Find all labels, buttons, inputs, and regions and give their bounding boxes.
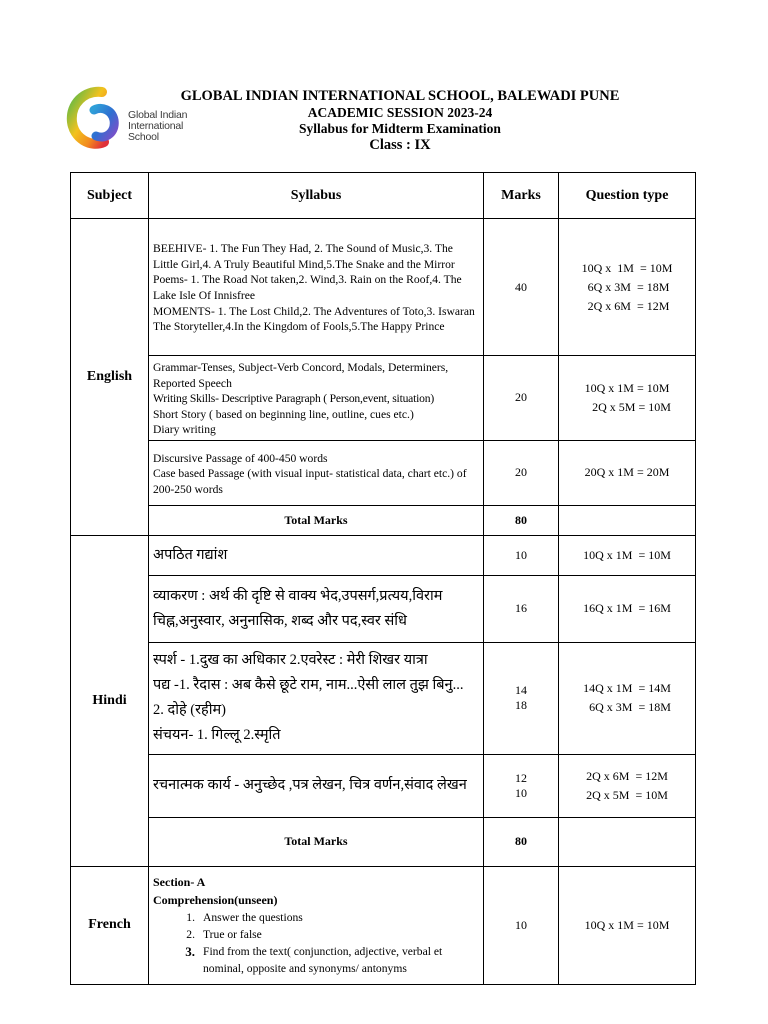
total-marks-value: 80 [484,505,559,535]
list-text: True or false [203,928,262,942]
total-marks-value: 80 [484,817,559,866]
question-type-line: 6Q x 3M = 18M [584,279,670,294]
syllabus-line: BEEHIVE- 1. The Fun They Had, 2. The Sound of Music,3. The Little Girl,4. A Truly Beautiful Mind,5.The Snake and the Mirror [153,242,455,271]
question-type-cell [559,575,696,642]
academic-session: ACADEMIC SESSION 2023-24 [307,105,493,120]
subject-french: French [71,866,149,984]
school-name: GLOBAL INDIAN INTERNATIONAL SCHOOL, BALEWADI PUNE [180,88,620,104]
table-row [71,219,696,356]
marks-cell: 10 [484,866,559,984]
empty-cell [559,817,696,866]
question-type-line: 2Q x 6M = 12M [586,768,668,783]
table-row [71,535,696,575]
table-row [71,356,696,441]
syllabus-line: व्याकरण : अर्थ की दृष्टि से वाक्य भेद,उपसर्ग,प्रत्यय,विराम चिह्न,अनुस्वार, अनुनासिक, शब्द और पद,स्वर संधि [153,587,443,629]
syllabus-line: रचनात्मक कार्य - अनुच्छेद ,पत्र लेखन, चित्र वर्णन,संवाद लेखन [153,777,467,794]
question-type-cell [559,535,696,575]
marks-cell [484,754,559,817]
question-type-line: 20Q x 1M = 20M [584,465,670,480]
table-row [71,575,696,642]
total-marks-label: Total Marks [149,505,484,535]
list-number: 1. [186,911,195,925]
list-item [153,909,479,926]
marks-cell: 40 [484,219,559,356]
document-header [150,88,650,154]
syllabus-cell [149,356,484,441]
question-type-line: 2Q x 5M = 10M [583,399,671,414]
subject-english: English [71,219,149,536]
logo-swirl-icon [66,86,128,152]
question-type-cell [559,356,696,441]
syllabus-line: Case based Passage (with visual input- statistical data, chart etc.) of 200-250 words [153,467,467,496]
marks-line: 14 [515,683,527,698]
question-type-line: 2Q x 5M = 10M [586,787,668,802]
comprehension-heading: Comprehension(unseen) [153,893,278,908]
empty-cell [559,505,696,535]
table-header-row [71,173,696,219]
syllabus-line: Writing Skills- Descriptive Paragraph ( Person,event, situation) [153,392,435,406]
question-type-cell [559,642,696,754]
question-type-line: 6Q x 3M = 18M [583,700,671,715]
logo-line-3: School [128,131,159,143]
syllabus-title: Syllabus for Midterm Examination [299,121,501,136]
question-type-line: 14Q x 1M = 14M [583,681,671,696]
question-type-line: 10Q x 1M = 10M [584,917,670,932]
syllabus-table [70,172,696,985]
list-text: Find from the text( conjunction, adjective, verbal et nominal, opposite and synonyms/ antonyms [203,945,443,976]
question-type-cell [559,219,696,356]
column-header-marks: Marks [484,173,559,219]
class-label: Class : IX [369,137,431,153]
table-row [71,754,696,817]
total-row [71,505,696,535]
syllabus-line: अपठित गद्यांश [153,546,228,563]
syllabus-line: Poems- 1. The Road Not taken,2. Wind,3. Rain on the Roof,4. The Lake Isle Of Innisfree [153,273,462,302]
syllabus-cell [149,440,484,505]
column-header-syllabus: Syllabus [149,173,484,219]
list-number: 3. [185,944,195,960]
syllabus-line: पद्य -1. रैदास : अब कैसे छूटे राम, नाम...ऐसी लाल तुझ बिनु... 2. दोहे (रहीम) [153,677,464,719]
total-row [71,817,696,866]
question-type-cell [559,754,696,817]
question-type-line: 10Q x 1M = 10M [584,380,670,395]
list-text: Answer the questions [203,911,303,925]
logo-line-1: Global Indian [128,109,188,121]
syllabus-line: Short Story ( based on beginning line, outline, cues etc.) [153,407,414,421]
column-header-question-type: Question type [559,173,696,219]
list-item [153,943,479,977]
syllabus-cell [149,866,484,984]
question-type-line: 10Q x 1M = 10M [583,547,671,562]
table-row [71,642,696,754]
question-type-line: 16Q x 1M = 16M [583,601,671,616]
column-header-subject: Subject [71,173,149,219]
syllabus-cell [149,219,484,356]
syllabus-cell [149,535,484,575]
logo-line-2: International [128,120,184,132]
syllabus-cell [149,575,484,642]
subject-hindi: Hindi [71,535,149,866]
syllabus-line: Diary writing [153,423,216,437]
total-marks-label: Total Marks [149,817,484,866]
list-item [153,926,479,943]
question-type-cell [559,866,696,984]
syllabus-cell [149,642,484,754]
list-number: 2. [186,928,195,942]
syllabus-line: MOMENTS- 1. The Lost Child,2. The Adventures of Toto,3. Iswaran The Storyteller,4.In the Kingdom of Fools,5.The Happy Prince [153,304,475,334]
marks-cell: 16 [484,575,559,642]
marks-cell [484,642,559,754]
question-list [153,909,479,977]
marks-cell: 10 [484,535,559,575]
syllabus-line: Discursive Passage of 400-450 words [153,451,328,465]
table-row [71,440,696,505]
table-row [71,866,696,984]
marks-cell: 20 [484,356,559,441]
question-type-line: 10Q x 1M = 10M [581,260,673,275]
syllabus-line: Grammar-Tenses, Subject-Verb Concord, Modals, Determiners, Reported Speech [153,361,449,390]
marks-line: 12 [515,770,527,785]
syllabus-line: स्पर्श - 1.दुख का अधिकार 2.एवरेस्ट : मेरी शिखर यात्रा [153,652,428,669]
question-type-line: 2Q x 6M = 12M [584,298,670,313]
marks-line: 10 [515,785,527,800]
syllabus-cell [149,754,484,817]
section-heading: Section- A [153,875,206,890]
question-type-cell [559,440,696,505]
marks-line: 18 [515,698,527,713]
syllabus-line: संचयन- 1. गिल्लू 2.स्मृति [153,727,281,744]
marks-cell: 20 [484,440,559,505]
